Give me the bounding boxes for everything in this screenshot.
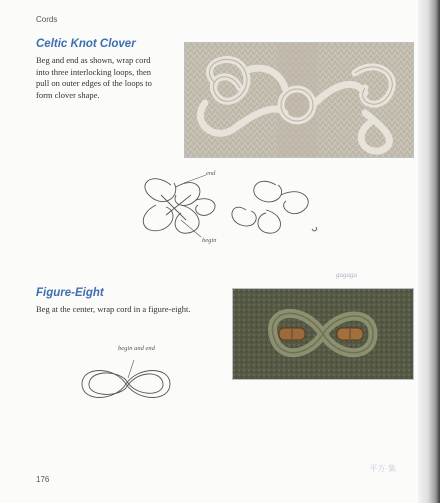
instruction-line: Beg at the center, wrap cord in a figure-eight. <box>36 304 191 314</box>
instruction-line: Beg and end as shown, wrap cord <box>36 55 151 65</box>
instruction-line: pull on outer edges of the loops to <box>36 78 152 88</box>
celtic-knot-diagram <box>126 165 326 250</box>
instruction-line: into three interlocking loops, then <box>36 66 151 77</box>
begin-label: begin <box>202 237 217 244</box>
instruction-line: form clover shape. <box>36 89 100 100</box>
page-number: 176 <box>36 475 50 484</box>
figure-eight-photo <box>232 288 414 380</box>
celtic-knot-photo <box>184 42 414 158</box>
figure-eight-instructions <box>36 304 226 316</box>
page-header: Cords <box>36 15 58 24</box>
end-label: end <box>206 170 216 177</box>
signature-mark: gagaga <box>336 271 357 279</box>
celtic-knot-title: Celtic Knot Clover <box>36 38 136 50</box>
figure-eight-diagram <box>76 358 176 410</box>
figure-eight-title: Figure-Eight <box>36 287 104 299</box>
book-gutter-shadow <box>418 0 440 503</box>
celtic-knot-instructions <box>36 55 176 101</box>
begin-end-label: begin and end <box>118 345 155 352</box>
watermark-text: 平方·集 <box>369 464 396 473</box>
